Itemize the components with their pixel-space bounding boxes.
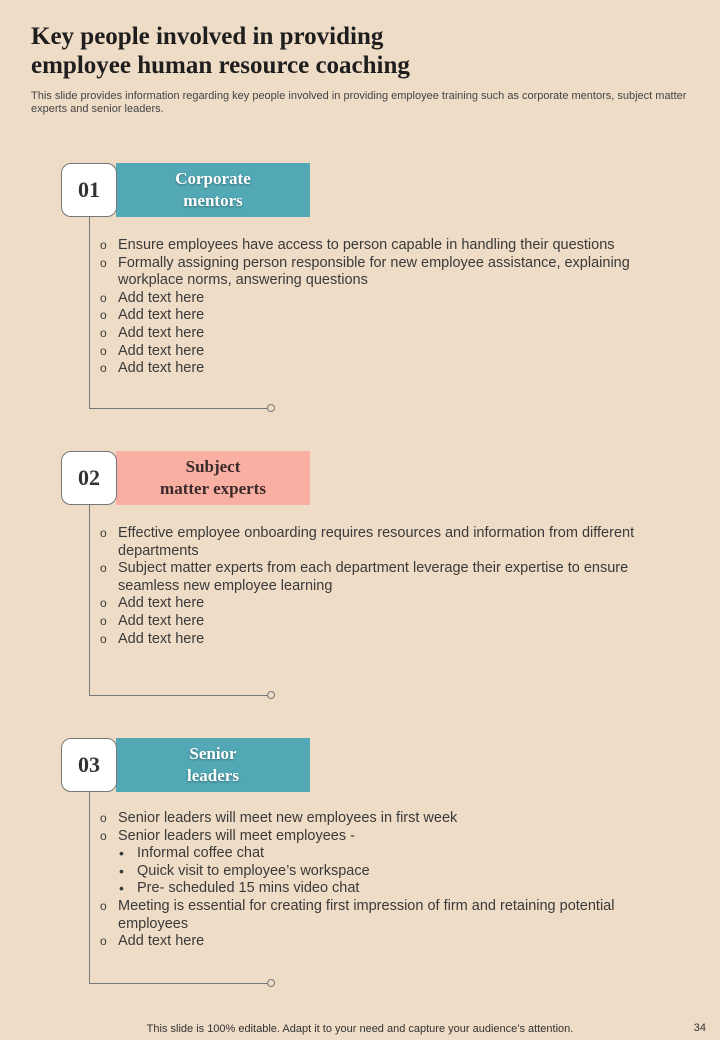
list-item: o Add text here <box>100 933 660 951</box>
connector-line <box>89 505 90 695</box>
list-item: o Add text here <box>100 613 660 631</box>
list-item: o Add text here <box>100 595 660 613</box>
title-line-2: employee human resource coaching <box>31 52 410 79</box>
connector-line <box>89 695 268 696</box>
list-item: o Add text here <box>100 631 660 649</box>
section-label-line-2: leaders <box>187 766 239 785</box>
list-item: o Senior leaders will meet employees - <box>100 828 660 846</box>
section-label <box>116 738 310 792</box>
section-label-line-1: Subject <box>185 457 241 476</box>
sub-list-item: • Informal coffee chat <box>100 845 660 863</box>
section-number-badge: 02 <box>61 451 117 505</box>
title-line-1: Key people involved in providing <box>31 23 384 50</box>
list-item: o Add text here <box>100 360 660 378</box>
list-item: o Senior leaders will meet new employees in first week <box>100 810 660 828</box>
page-title <box>31 22 691 80</box>
section-number-badge: 01 <box>61 163 117 217</box>
section-label-line-1: Corporate <box>175 169 251 188</box>
list-item: o Effective employee onboarding requires resources and information from different departments <box>100 525 660 560</box>
list-item: o Meeting is essential for creating first impression of firm and retaining potential employees <box>100 898 660 933</box>
connector-line <box>89 983 268 984</box>
list-item: o Add text here <box>100 343 660 361</box>
connector-end-dot <box>267 404 275 412</box>
list-item: o Ensure employees have access to person capable in handling their questions <box>100 237 660 255</box>
connector-line <box>89 792 90 983</box>
list-item: o Formally assigning person responsible for new employee assistance, explaining workplace norms, answering questions <box>100 255 660 290</box>
section-bullet-list <box>100 810 660 951</box>
section-label-line-2: mentors <box>183 191 243 210</box>
list-item: o Add text here <box>100 307 660 325</box>
sub-list-item: • Quick visit to employee’s workspace <box>100 863 660 881</box>
section-label <box>116 163 310 217</box>
page-subtitle: This slide provides information regarding key people involved in providing employee training such as corporate mentors, subject matter experts and senior leaders. <box>31 90 687 115</box>
section-number-badge: 03 <box>61 738 117 792</box>
connector-line <box>89 408 268 409</box>
list-item: o Add text here <box>100 325 660 343</box>
list-item: o Subject matter experts from each department leverage their expertise to ensure seamless new employee learning <box>100 560 660 595</box>
sub-list-item: • Pre- scheduled 15 mins video chat <box>100 880 660 898</box>
section-bullet-list <box>100 525 660 648</box>
footer-note: This slide is 100% editable. Adapt it to your need and capture your audience’s attention. <box>146 1023 574 1035</box>
connector-line <box>89 217 90 408</box>
list-item: o Add text here <box>100 290 660 308</box>
section-label-line-1: Senior <box>189 744 237 763</box>
connector-end-dot <box>267 691 275 699</box>
page-number: 34 <box>693 1022 706 1034</box>
section-label <box>116 451 310 505</box>
section-label-line-2: matter experts <box>160 479 266 498</box>
connector-end-dot <box>267 979 275 987</box>
section-bullet-list <box>100 237 660 378</box>
